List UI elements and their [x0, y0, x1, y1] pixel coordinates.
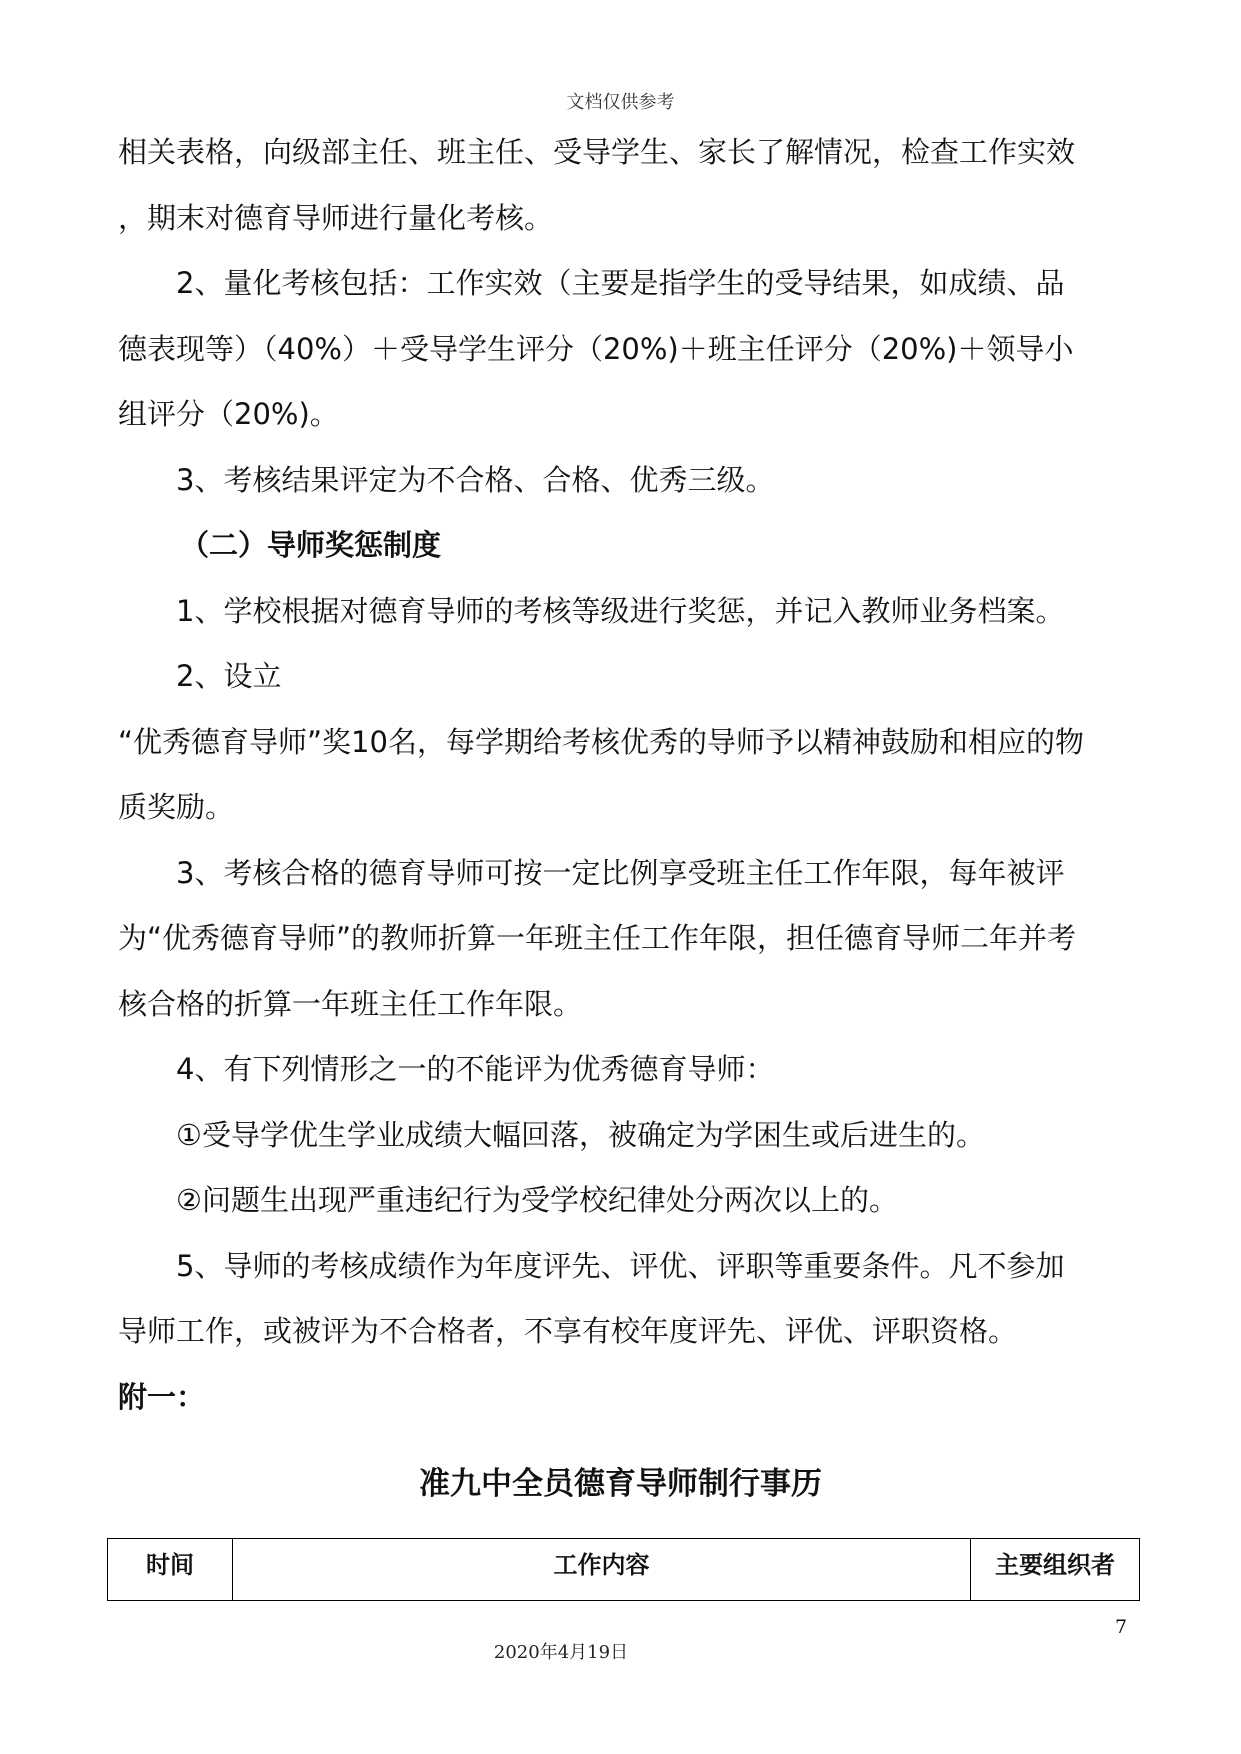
paragraph-line: 2、量化考核包括：工作实效（主要是指学生的受导结果，如成绩、品 [176, 266, 1065, 300]
paragraph-line: 3、考核合格的德育导师可按一定比例享受班主任工作年限，每年被评 [176, 855, 1065, 890]
paragraph-line: ②问题生出现严重违纪行为受学校纪律处分两次以上的。 [176, 1183, 898, 1217]
table-header-cell-time: 时间 [108, 1539, 233, 1601]
schedule-table [107, 1538, 1140, 1601]
table-title: 准九中全员德育导师制行事历 [419, 1466, 822, 1502]
page-header: 文档仅供参考 [566, 92, 675, 113]
paragraph-line: 2、设立 [176, 659, 282, 693]
footer-date: 2020年4月19日 [493, 1642, 629, 1663]
paragraph-line: 相关表格，向级部主任、班主任、受导学生、家长了解情况，检查工作实效 [118, 135, 1076, 169]
paragraph-line: “优秀德育导师”奖10名，每学期给考核优秀的导师予以精神鼓励和相应的物 [118, 724, 1084, 759]
body-text [118, 120, 1123, 1430]
paragraph-line: 导师工作，或被评为不合格者，不享有校年度评先、评优、评职资格。 [118, 1314, 1018, 1348]
paragraph-line: 组评分（20%)。 [118, 397, 339, 431]
paragraph-line: 4、有下列情形之一的不能评为优秀德育导师： [176, 1052, 775, 1086]
paragraph-line: ①受导学优生学业成绩大幅回落，被确定为学困生或后进生的。 [176, 1117, 985, 1152]
page-number: 7 [1115, 1616, 1128, 1638]
table-header-cell-organizer: 主要组织者 [971, 1539, 1140, 1601]
table-header-row [108, 1539, 1140, 1601]
table-header-cell-content: 工作内容 [233, 1539, 971, 1601]
paragraph-line: 1、学校根据对德育导师的考核等级进行奖惩，并记入教师业务档案。 [176, 593, 1065, 628]
section-heading: （二）导师奖惩制度 [180, 528, 442, 562]
paragraph-line: 为“优秀德育导师”的教师折算一年班主任工作年限，担任德育导师二年并考 [118, 921, 1077, 955]
paragraph-line: ，期末对德育导师进行量化考核。 [118, 200, 554, 235]
paragraph-line: 质奖励。 [118, 790, 235, 824]
appendix-label: 附一： [118, 1379, 206, 1414]
paragraph-line: 3、考核结果评定为不合格、合格、优秀三级。 [176, 462, 775, 497]
paragraph-line: 5、导师的考核成绩作为年度评先、评优、评职等重要条件。凡不参加 [176, 1248, 1065, 1283]
paragraph-line: 德表现等）（40%）＋受导学生评分（20%)＋班主任评分（20%)＋领导小 [118, 331, 1074, 366]
paragraph-line: 核合格的折算一年班主任工作年限。 [118, 986, 583, 1021]
